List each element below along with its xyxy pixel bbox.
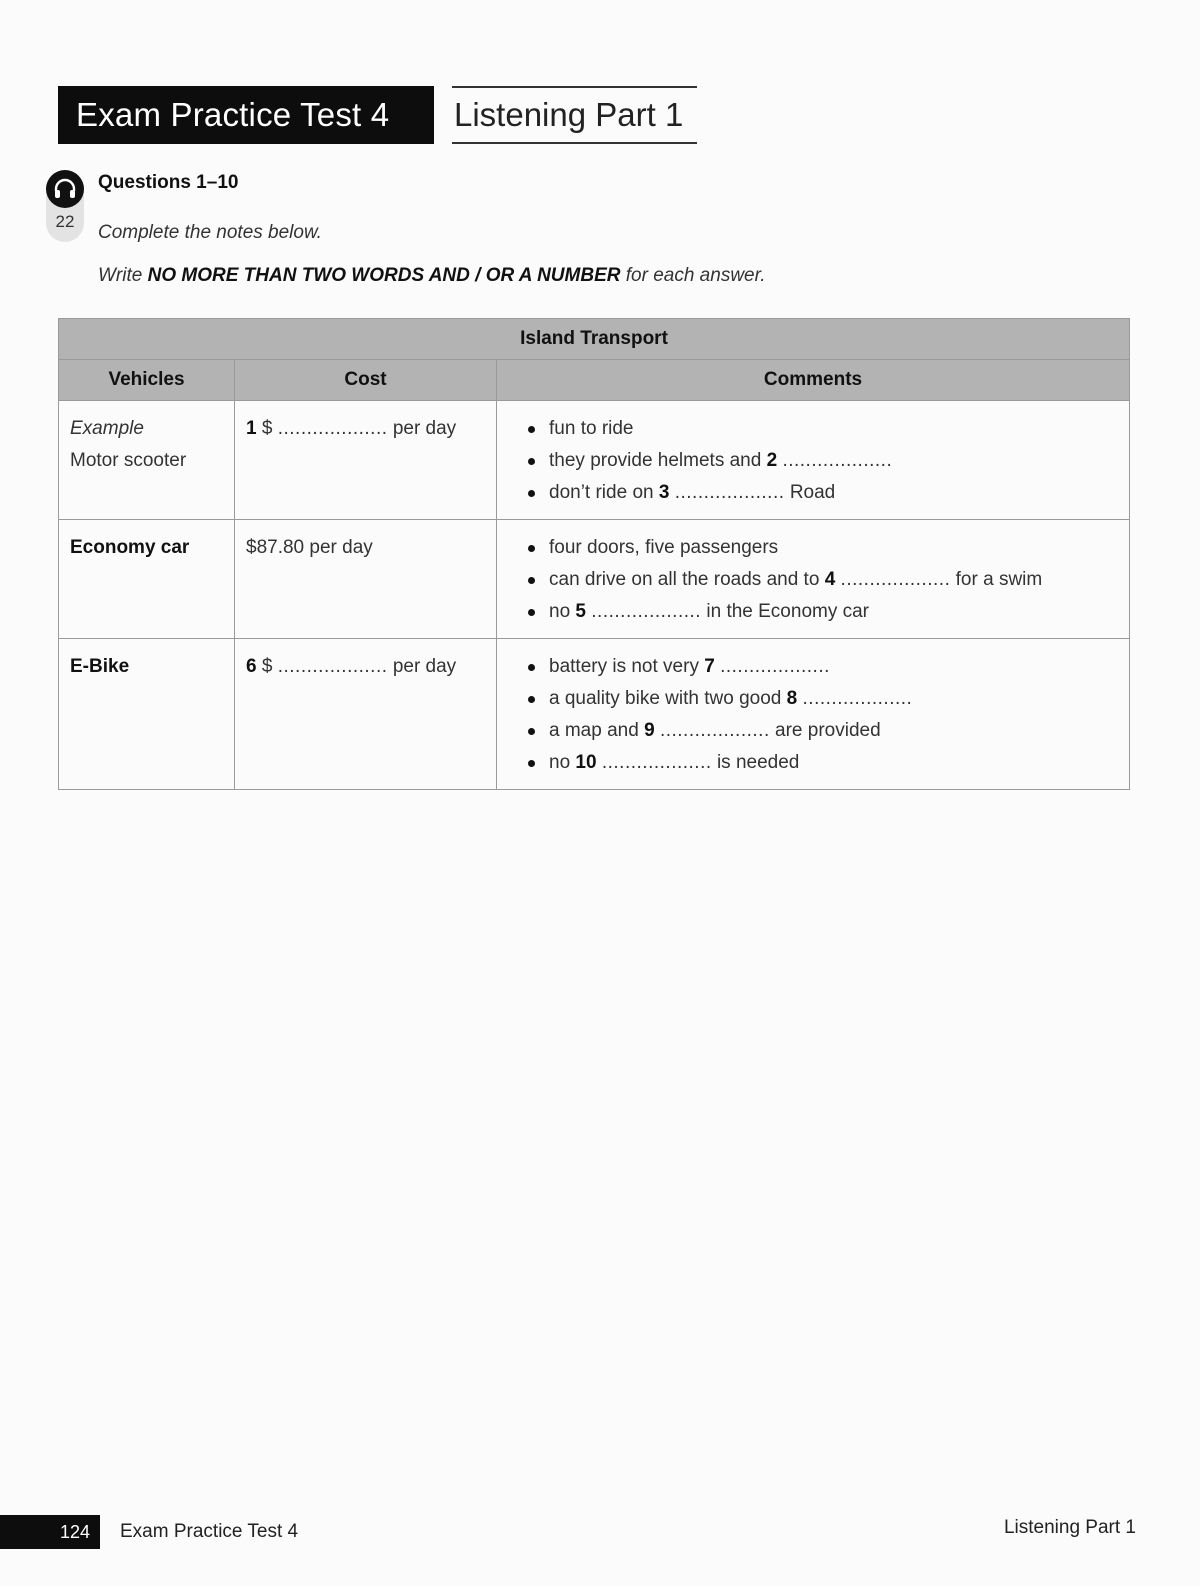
list-item: fun to ride [526, 413, 1119, 445]
list-item: they provide helmets and 2 ................... [526, 445, 1119, 477]
instruction-text: Complete the notes below. [98, 222, 322, 243]
answer-blank[interactable]: ................... [277, 418, 388, 439]
vehicle-name: Economy car [70, 537, 190, 558]
cost-cell: 6 $ ................... per day [235, 639, 497, 790]
vehicle-name: Motor scooter [70, 450, 187, 471]
answer-blank[interactable]: ................... [674, 482, 785, 503]
answer-blank[interactable]: ................... [720, 656, 830, 677]
list-item: battery is not very 7 ................... [526, 651, 1119, 683]
list-item: no 10 ................... is needed [526, 747, 1119, 779]
table-row [59, 401, 1130, 520]
questions-title: Questions 1–10 [98, 172, 239, 193]
list-item: four doors, five passengers [526, 532, 1119, 564]
answer-blank[interactable]: ................... [802, 688, 913, 709]
table-title: Island Transport [59, 319, 1130, 360]
list-item: can drive on all the roads and to 4 ................... for a swim [526, 564, 1119, 596]
headphones-icon [46, 170, 84, 208]
list-item: don’t ride on 3 ................... Road [526, 477, 1119, 509]
question-number: 1 [246, 418, 257, 439]
footer-section-title: Listening Part 1 [1003, 1517, 1136, 1538]
test-title: Exam Practice Test 4 [58, 86, 434, 144]
page-number: 124 [0, 1515, 100, 1549]
column-header-cost: Cost [235, 360, 497, 401]
cost-cell: 1 $ ................... per day [235, 401, 497, 520]
answer-blank[interactable]: ................... [277, 656, 388, 677]
vehicle-cell [59, 401, 235, 520]
section-title: Listening Part 1 [452, 86, 697, 144]
answer-blank[interactable]: ................... [782, 450, 893, 471]
question-number: 6 [246, 656, 257, 677]
list-item: a map and 9 ................... are provided [526, 715, 1119, 747]
answer-blank[interactable]: ................... [659, 720, 770, 741]
list-item: no 5 ................... in the Economy car [526, 596, 1119, 628]
table-row [59, 520, 1130, 639]
column-header-comments: Comments [497, 360, 1130, 401]
answer-blank[interactable]: ................... [591, 601, 702, 622]
word-limit-rule: Write NO MORE THAN TWO WORDS AND / OR A NUMBER for each answer. [98, 265, 766, 286]
table-row [59, 639, 1130, 790]
comments-cell [497, 639, 1130, 790]
vehicle-cell [59, 639, 235, 790]
comments-cell [497, 520, 1130, 639]
footer-test-title: Exam Practice Test 4 [120, 1521, 299, 1542]
cost-value: $87.80 per day [246, 537, 373, 558]
cost-cell [235, 520, 497, 639]
answer-blank[interactable]: ................... [601, 752, 712, 773]
example-label: Example [70, 418, 144, 439]
answer-blank[interactable]: ................... [840, 569, 951, 590]
vehicle-name: E-Bike [70, 656, 130, 677]
column-header-vehicles: Vehicles [59, 360, 235, 401]
audio-track-number: 22 [55, 212, 75, 231]
notes-table [58, 318, 1130, 790]
audio-track-badge[interactable] [46, 170, 84, 242]
comments-cell [497, 401, 1130, 520]
vehicle-cell [59, 520, 235, 639]
list-item: a quality bike with two good 8 ................... [526, 683, 1119, 715]
